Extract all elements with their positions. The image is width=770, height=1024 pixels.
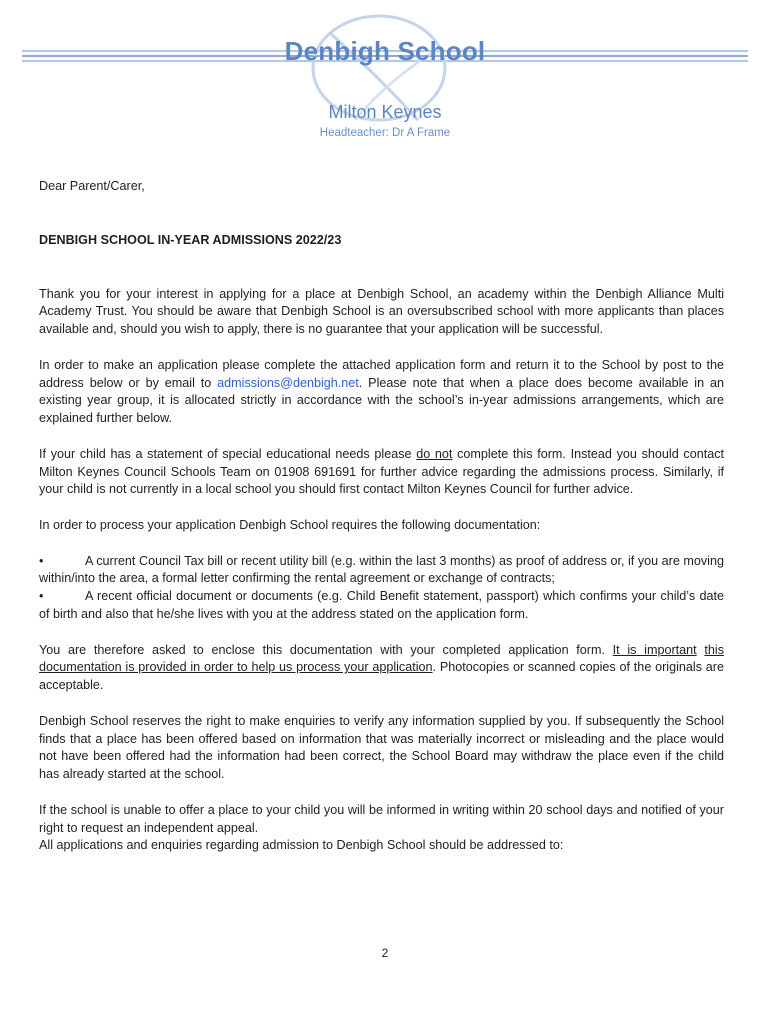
list-item: • A current Council Tax bill or recent utility bill (e.g. within the last 3 months) as proof of address or, if you are moving within/into the area, a formal letter confirming the rental agreement or exchange of contracts;	[39, 553, 724, 586]
school-name: Denbigh School	[284, 36, 486, 66]
letterhead	[0, 0, 770, 150]
bullet-icon: •	[39, 589, 44, 604]
documentation-list	[39, 553, 724, 624]
paragraph-address: All applications and enquiries regarding admission to Denbigh School should be addressed to:	[39, 838, 564, 853]
list-item: • A recent official document or documents (e.g. Child Benefit statement, passport) which confirms your child’s date of birth and also that he/she lives with you at the address stated on the application form.	[39, 589, 724, 621]
headteacher-line: Headteacher: Dr A Frame	[319, 127, 451, 139]
letter-heading: DENBIGH SCHOOL IN-YEAR ADMISSIONS 2022/23	[39, 232, 342, 247]
paragraph-sen: If your child has a statement of special educational needs please do not complete this form. Instead you should contact Milton Keynes Council Schools Team on 01908 691691 for further advice regarding the admissions process. Similarly, if your child is not currently in a local school you should first contact Milton Keynes Council for further advice.	[39, 446, 725, 497]
paragraph-application: In order to make an application please complete the attached application form and return it to the School by post to the address below or by email to admissions@denbigh.net. Please note that when a place does become available in an existing year group, it is allocated strictly in accordance with the school’s in-year admissions arrangements, which are explained further below.	[39, 357, 724, 426]
school-town: Milton Keynes	[328, 102, 442, 122]
salutation: Dear Parent/Carer,	[39, 179, 145, 193]
do-not-emphasis: do not	[416, 446, 453, 461]
paragraph-enclose: You are therefore asked to enclose this documentation with your completed application form. It is important this documentation is provided in order to help us process your application. Photocopies or scanned copies of the originals are acceptable.	[39, 642, 725, 693]
paragraph-documentation: In order to process your application Denbigh School requires the following documentation:	[39, 517, 541, 532]
letter-body	[39, 170, 724, 855]
email-link[interactable]: admissions@denbigh.net	[217, 375, 359, 390]
paragraph-appeal: If the school is unable to offer a place to your child you will be informed in writing within 20 school days and notified of your right to request an independent appeal.	[39, 802, 724, 835]
bullet-icon: •	[39, 553, 44, 568]
paragraph-intro: Thank you for your interest in applying for a place at Denbigh School, an academy within the Denbigh Alliance Multi Academy Trust. You should be aware that Denbigh School is an oversubscribed school with more applicants than places available and, should you wish to apply, there is no guarantee that your application will be successful.	[39, 286, 724, 337]
page-number: 2	[381, 946, 389, 960]
paragraph-verification: Denbigh School reserves the right to make enquiries to verify any information supplied by you. If subsequently the School finds that a place has been offered based on information that was materially incorrect or misleading and the place would not have been offered had the information had been correct, the School Board may withdraw the place even if the child has already started at the school.	[39, 713, 724, 782]
